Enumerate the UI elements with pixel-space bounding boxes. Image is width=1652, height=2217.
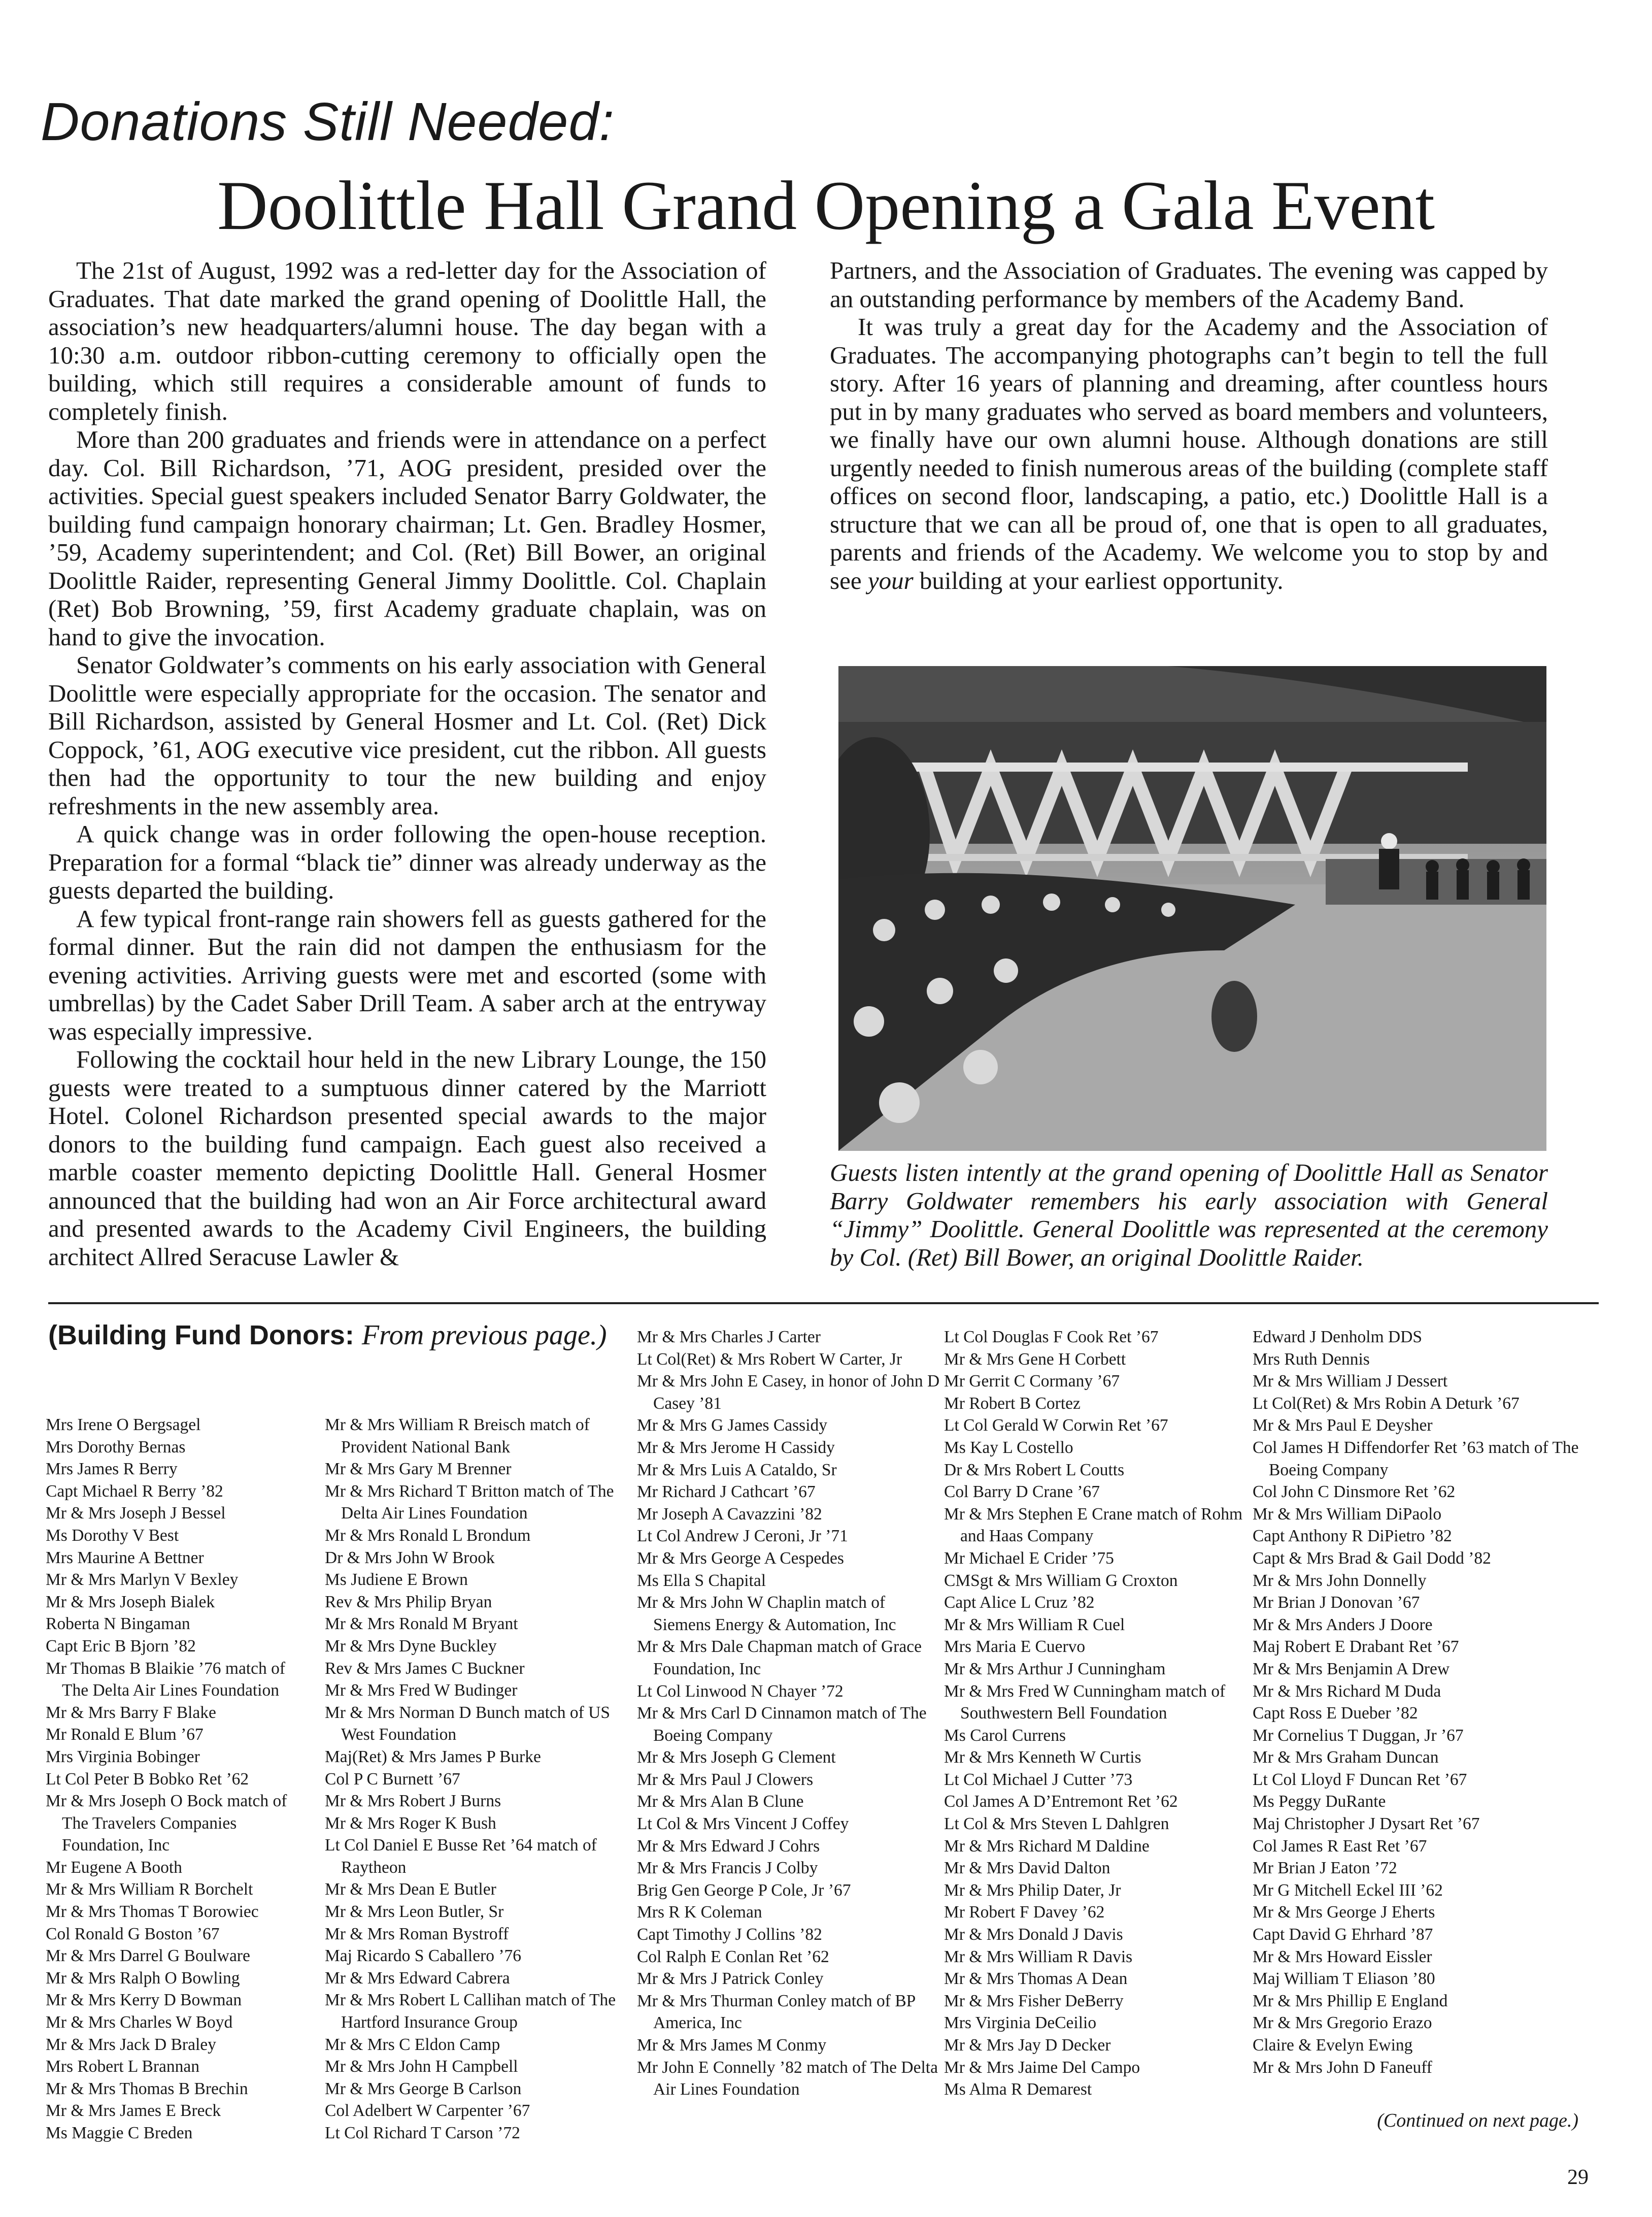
head xyxy=(879,1082,920,1123)
shrub xyxy=(1211,981,1257,1052)
donor-entry: Dr & Mrs John W Brook xyxy=(325,1548,495,1567)
donor-entry: Mr & Mrs Gregorio Erazo xyxy=(1253,2013,1432,2033)
donor-entry: Roberta N Bingaman xyxy=(46,1614,190,1634)
donor-entry: Capt Michael R Berry ’82 xyxy=(46,1481,223,1501)
emphasis-your: your xyxy=(867,566,914,594)
donor-entry: Mr Joseph A Cavazzini ’82 xyxy=(637,1504,822,1524)
donors-heading-italic: From previous page.) xyxy=(361,1319,607,1351)
donor-entry: Mrs Dorothy Bernas xyxy=(46,1437,186,1457)
donor-entry: Mr & Mrs Gene H Corbett xyxy=(944,1349,1126,1369)
donor-entry: Capt Anthony R DiPietro ’82 xyxy=(1253,1527,1452,1546)
donor-entry: Ms Alma R Demarest xyxy=(944,2080,1092,2099)
donor-entry: Mr & Mrs Richard M Duda xyxy=(1253,1681,1441,1701)
donor-list-col-2 xyxy=(325,1414,629,2144)
article-paragraph-closing xyxy=(830,313,1548,594)
donor-list-col-3 xyxy=(637,1326,941,2101)
donor-entry: Mrs James R Berry xyxy=(46,1460,178,1479)
donor-entry: Ms Ella S Chapital xyxy=(637,1571,766,1590)
article-right-column xyxy=(830,256,1548,594)
photo-caption: Guests listen intently at the grand opening of Doolittle Hall as Senator Barry Goldwater remembers his early association with General “Jimmy” Doolittle. General Doolittle was represented at the ceremony by Col. (Ret) Bill Bower, an original Doolittle Raider. xyxy=(830,1159,1548,1271)
donor-entry: Mr & Mrs Joseph J Bessel xyxy=(46,1504,226,1523)
donor-entry: Mr & Mrs Norman D Bunch match of US West Foundation xyxy=(325,1703,610,1744)
person xyxy=(1457,870,1469,900)
donor-entry: Mr & Mrs Alan B Clune xyxy=(637,1792,804,1811)
donor-entry: Mr & Mrs Stephen E Crane match of Rohm and Haas Company xyxy=(944,1504,1243,1546)
page-number: 29 xyxy=(1567,2166,1589,2189)
donor-entry: Ms Judiene E Brown xyxy=(325,1570,468,1590)
donor-entry: Lt Col Gerald W Corwin Ret ’67 xyxy=(944,1416,1168,1435)
donor-entry: Maj Robert E Drabant Ret ’67 xyxy=(1253,1637,1459,1657)
article-paragraph: A few typical front-range rain showers fell as guests gathered for the formal dinner. But the rain did not dampen the enthusiasm for the evening activities. Arriving guests were met and escorted (some with umbrellas) by the Cadet Saber Drill Team. A saber arch at the entryway was especially impressive. xyxy=(48,904,766,1045)
donor-entry: Mr & Mrs Darrel G Boulware xyxy=(46,1946,250,1966)
donor-list-col-5 xyxy=(1253,1326,1588,2078)
donor-entry: Mr & Mrs Ronald M Bryant xyxy=(325,1614,518,1634)
donor-entry: Mr & Mrs Charles J Carter xyxy=(637,1328,821,1346)
donor-entry: Mr Brian J Donovan ’67 xyxy=(1253,1593,1420,1612)
donor-entry: Maj Christopher J Dysart Ret ’67 xyxy=(1253,1814,1480,1834)
head xyxy=(963,1050,998,1084)
donor-entry: Claire & Evelyn Ewing xyxy=(1253,2036,1413,2055)
donor-entry: Mr & Mrs Luis A Cataldo, Sr xyxy=(637,1460,837,1479)
donor-entry: Mr & Mrs Kenneth W Curtis xyxy=(944,1748,1141,1767)
donor-entry: Mr & Mrs Jaime Del Campo xyxy=(944,2058,1140,2077)
donor-entry: Lt Col Linwood N Chayer ’72 xyxy=(637,1681,844,1701)
head xyxy=(873,919,895,941)
donor-entry: Mr & Mrs Joseph G Clement xyxy=(637,1748,836,1767)
donor-entry: Mr & Mrs Dean E Butler xyxy=(325,1880,496,1899)
donor-entry: Maj Ricardo S Caballero ’76 xyxy=(325,1946,522,1966)
donor-entry: Mr & Mrs James E Breck xyxy=(46,2101,221,2121)
donor-entry: Mr & Mrs Dale Chapman match of Grace Foundation, Inc xyxy=(637,1637,922,1678)
donor-entry: Mr & Mrs Graham Duncan xyxy=(1253,1748,1439,1767)
donor-entry: Mr & Mrs Donald J Davis xyxy=(944,1925,1123,1944)
donor-entry: Mr & Mrs Carl D Cinnamon match of The Boeing Company xyxy=(637,1704,927,1745)
article-paragraph: Partners, and the Association of Graduates. The evening was capped by an outstanding performance by members of the Academy Band. xyxy=(830,256,1548,313)
person xyxy=(1518,870,1530,900)
donor-entry: Mrs Virginia DeCeilio xyxy=(944,2013,1097,2033)
truss-top-beam xyxy=(909,763,1468,772)
donor-entry: Ms Peggy DuRante xyxy=(1253,1792,1386,1811)
head xyxy=(925,900,945,920)
donor-entry: Lt Col Lloyd F Duncan Ret ’67 xyxy=(1253,1770,1467,1789)
donor-entry: Mr & Mrs Leon Butler, Sr xyxy=(325,1902,504,1922)
donor-entry: Mr & Mrs William R Breisch match of Provident National Bank xyxy=(325,1415,590,1457)
head xyxy=(1105,897,1120,912)
head xyxy=(854,1006,884,1037)
donor-entry: Mr & Mrs Roman Bystroff xyxy=(325,1924,509,1943)
person xyxy=(1487,860,1500,873)
donor-entry: Mr Gerrit C Cormany ’67 xyxy=(944,1372,1120,1391)
donor-entry: Mr & Mrs John D Faneuff xyxy=(1253,2058,1432,2077)
donor-entry: Mr & Mrs Edward J Cohrs xyxy=(637,1836,820,1856)
donor-entry: Mr & Mrs Thomas B Brechin xyxy=(46,2079,248,2098)
donor-entry: Mr & Mrs John H Campbell xyxy=(325,2057,518,2076)
donor-entry: Mr & Mrs Philip Dater, Jr xyxy=(944,1880,1121,1900)
donor-entry: Maj William T Eliason ’80 xyxy=(1253,1969,1435,1989)
donor-entry: Mr & Mrs Arthur J Cunningham xyxy=(944,1659,1166,1678)
donor-entry: Ms Maggie C Breden xyxy=(46,2124,193,2142)
donor-entry: Mr & Mrs Edward Cabrera xyxy=(325,1968,510,1988)
donor-entry: Col Adelbert W Carpenter ’67 xyxy=(325,2101,530,2121)
donor-entry: Lt Col Richard T Carson ’72 xyxy=(325,2124,520,2142)
donor-entry: Capt Timothy J Collins ’82 xyxy=(637,1925,822,1944)
donor-entry: Col P C Burnett ’67 xyxy=(325,1769,460,1789)
donor-entry: Capt & Mrs Brad & Gail Dodd ’82 xyxy=(1253,1548,1491,1568)
donor-entry: Edward J Denholm DDS xyxy=(1253,1328,1423,1346)
donor-entry: Mrs Maria E Cuervo xyxy=(944,1637,1086,1657)
donor-entry: Mr & Mrs Thomas T Borowiec xyxy=(46,1902,259,1922)
donor-entry: Mr & Mrs Phillip E England xyxy=(1253,1991,1448,2010)
article-paragraph: The 21st of August, 1992 was a red-letter day for the Association of Graduates. That date marked the grand opening of Doolittle Hall, the association’s new headquarters/alumni house. The day began with a 10:30 a.m. outdoor ribbon-cutting ceremony to officially open the building, which still requires a considerable amount of funds to completely finish. xyxy=(48,256,766,425)
donor-entry: Rev & Mrs James C Buckner xyxy=(325,1659,525,1678)
donor-entry: Lt Col Michael J Cutter ’73 xyxy=(944,1770,1133,1789)
donor-entry: Col Ralph E Conlan Ret ’62 xyxy=(637,1947,829,1966)
donor-entry: Mr & Mrs Richard M Daldine xyxy=(944,1836,1150,1856)
donor-entry: Mr Cornelius T Duggan, Jr ’67 xyxy=(1253,1726,1464,1745)
closing-text-end: building at your earliest opportunity. xyxy=(919,566,1284,594)
donor-entry: Capt David G Ehrhard ’87 xyxy=(1253,1925,1433,1944)
donor-entry: Mr & Mrs J Patrick Conley xyxy=(637,1969,824,1989)
donor-entry: Mr & Mrs Gary M Brenner xyxy=(325,1460,512,1479)
donor-entry: Mr & Mrs Dyne Buckley xyxy=(325,1636,497,1656)
donor-entry: Col James R East Ret ’67 xyxy=(1253,1836,1427,1856)
donor-entry: Ms Dorothy V Best xyxy=(46,1526,179,1545)
donor-entry: Mr Robert B Cortez xyxy=(944,1394,1081,1413)
donors-heading xyxy=(48,1319,607,1351)
donor-entry: Lt Col Andrew J Ceroni, Jr ’71 xyxy=(637,1527,848,1546)
donor-entry: Mr & Mrs Thurman Conley match of BP America, Inc xyxy=(637,1991,916,2033)
head xyxy=(994,958,1018,983)
closing-text: It was truly a great day for the Academy and the Association of Graduates. The accompanying photographs can’t begin to tell the full story. After 16 years of planning and dreaming, after countless hours put in by many graduates who served as board members and volunteers, we finally have our own alumni house. Although donations are still urgently needed to finish numerous areas of the building (complete staff offices on second floor, landscaping, a patio, etc.) Doolittle Hall is a structure that we can all be proud of, one that is open to all graduates, parents and friends of the Academy. We welcome you to stop by and see xyxy=(830,313,1548,594)
donor-entry: Mr Michael E Crider ’75 xyxy=(944,1548,1114,1568)
donor-entry: Mr & Mrs William R Davis xyxy=(944,1947,1133,1966)
person xyxy=(1426,872,1438,900)
donor-entry: Mrs Robert L Brannan xyxy=(46,2057,199,2076)
donor-entry: Capt Ross E Dueber ’82 xyxy=(1253,1704,1418,1723)
donor-entry: Mr & Mrs William J Dessert xyxy=(1253,1372,1448,1391)
donor-entry: Mr Robert F Davey ’62 xyxy=(944,1903,1105,1922)
donor-entry: Mr & Mrs David Dalton xyxy=(944,1859,1110,1878)
donor-entry: Mr & Mrs Francis J Colby xyxy=(637,1859,818,1878)
donor-entry: Mr & Mrs Joseph O Bock match of The Travelers Companies Foundation, Inc xyxy=(46,1792,287,1855)
article-left-column xyxy=(48,256,766,1271)
speaker-body xyxy=(1379,849,1399,889)
donor-entry: Mr & Mrs Jerome H Cassidy xyxy=(637,1438,835,1457)
head xyxy=(1161,903,1175,917)
donor-entry: Mr & Mrs Paul E Deysher xyxy=(1253,1416,1433,1435)
donor-entry: Mr & Mrs Benjamin A Drew xyxy=(1253,1659,1450,1678)
donors-heading-bold: (Building Fund Donors: xyxy=(48,1320,354,1350)
donor-entry: Mr & Mrs Richard T Britton match of The Delta Air Lines Foundation xyxy=(325,1481,614,1523)
donor-entry: Mr & Mrs Kerry D Bowman xyxy=(46,1991,242,2010)
donor-entry: Mr & Mrs John W Chaplin match of Siemens Energy & Automation, Inc xyxy=(637,1593,896,1634)
person xyxy=(1426,860,1439,873)
donor-entry: Capt Eric B Bjorn ’82 xyxy=(46,1636,196,1656)
donor-entry: Mr & Mrs Joseph Bialek xyxy=(46,1592,215,1611)
donor-entry: Mr & Mrs Fred W Budinger xyxy=(325,1681,518,1700)
donor-entry: Mr & Mrs G James Cassidy xyxy=(637,1416,828,1435)
donor-entry: Dr & Mrs Robert L Coutts xyxy=(944,1460,1125,1479)
donor-list-col-4 xyxy=(944,1326,1243,2101)
person xyxy=(1487,872,1499,900)
donor-entry: Lt Col & Mrs Steven L Dahlgren xyxy=(944,1814,1169,1834)
donor-entry: Lt Col Peter B Bobko Ret ’62 xyxy=(46,1769,249,1789)
donor-entry: Mr & Mrs Barry F Blake xyxy=(46,1703,216,1722)
donor-entry: Lt Col Douglas F Cook Ret ’67 xyxy=(944,1328,1159,1346)
donor-entry: Brig Gen George P Cole, Jr ’67 xyxy=(637,1880,851,1900)
donor-entry: Mr & Mrs George J Eherts xyxy=(1253,1903,1435,1922)
donor-entry: Lt Col Daniel E Busse Ret ’64 match of Raytheon xyxy=(325,1836,597,1877)
donor-entry: Mr & Mrs Jack D Braley xyxy=(46,2035,216,2054)
donor-entry: Mr G Mitchell Eckel III ’62 xyxy=(1253,1880,1443,1900)
donor-entry: Mr & Mrs Jay D Decker xyxy=(944,2036,1111,2055)
donor-entry: Mr & Mrs Robert L Callihan match of The Hartford Insurance Group xyxy=(325,1991,616,2032)
donor-entry: Col John C Dinsmore Ret ’62 xyxy=(1253,1482,1456,1502)
donor-entry: Mr & Mrs Ronald L Brondum xyxy=(325,1526,531,1545)
donor-entry: Mr & Mrs C Eldon Camp xyxy=(325,2035,500,2054)
donor-entry: Mr & Mrs Thomas A Dean xyxy=(944,1969,1128,1989)
kicker: Donations Still Needed: xyxy=(41,92,615,152)
donor-entry: Capt Alice L Cruz ’82 xyxy=(944,1593,1095,1612)
head xyxy=(982,896,1000,914)
donor-entry: Mrs Irene O Bergsagel xyxy=(46,1415,201,1434)
person xyxy=(1517,858,1530,872)
donor-entry: Lt Col(Ret) & Mrs Robert W Carter, Jr xyxy=(637,1349,902,1369)
donor-entry: Mr & Mrs William R Cuel xyxy=(944,1615,1125,1634)
donor-entry: Mr & Mrs Fisher DeBerry xyxy=(944,1991,1124,2010)
ceremony-photo-illustration xyxy=(838,666,1546,1151)
donor-entry: Lt Col & Mrs Vincent J Coffey xyxy=(637,1814,849,1834)
donor-entry: Maj(Ret) & Mrs James P Burke xyxy=(325,1747,541,1766)
donor-entry: Lt Col(Ret) & Mrs Robin A Deturk ’67 xyxy=(1253,1394,1520,1413)
donor-entry: Mrs Maurine A Bettner xyxy=(46,1548,204,1567)
donor-entry: Rev & Mrs Philip Bryan xyxy=(325,1592,492,1611)
donor-entry: Mr Richard J Cathcart ’67 xyxy=(637,1482,816,1502)
article-paragraph: More than 200 graduates and friends were in attendance on a perfect day. Col. Bill Richardson, ’71, AOG president, presided over the activities. Special guest speakers included Senator Barry Goldwater, the building fund campaign honorary chairman; Lt. Gen. Bradley Hosmer, ’59, Academy superintendent; and Col. (Ret) Bill Bower, an original Doolittle Raider, representing General Jimmy Doolittle. Col. Chaplain (Ret) Bob Browning, ’59, first Academy graduate chaplain, was on hand to give the invocation. xyxy=(48,425,766,651)
donor-entry: Mr Thomas B Blaikie ’76 match of The Delta Air Lines Foundation xyxy=(46,1659,286,1700)
donor-entry: Mr & Mrs John E Casey, in honor of John D Casey ’81 xyxy=(637,1372,940,1413)
donor-entry: Col Ronald G Boston ’67 xyxy=(46,1924,220,1943)
donor-entry: Mr & Mrs Paul J Clowers xyxy=(637,1770,814,1789)
donor-entry: Mr & Mrs Robert J Burns xyxy=(325,1792,501,1811)
article-paragraph: Senator Goldwater’s comments on his early association with General Doolittle were especially appropriate for the occasion. The senator and Bill Richardson, assisted by General Hosmer and Lt. Col. (Ret) Dick Coppock, ’61, AOG executive vice president, cut the ribbon. All guests then had the opportunity to tour the new building and enjoy refreshments in the new assembly area. xyxy=(48,651,766,820)
donor-entry: Mr & Mrs George B Carlson xyxy=(325,2079,522,2098)
donor-entry: Mr & Mrs John Donnelly xyxy=(1253,1571,1427,1590)
donor-entry: Mr & Mrs Fred W Cunningham match of Southwestern Bell Foundation xyxy=(944,1681,1226,1723)
donor-entry: Ms Carol Currens xyxy=(944,1726,1066,1745)
donor-entry: Mrs R K Coleman xyxy=(637,1903,762,1922)
donor-entry: Mr & Mrs Ralph O Bowling xyxy=(46,1968,240,1988)
donor-entry: CMSgt & Mrs William G Croxton xyxy=(944,1571,1178,1590)
donor-entry: Mr & Mrs William DiPaolo xyxy=(1253,1504,1442,1524)
donor-entry: Mr & Mrs Roger K Bush xyxy=(325,1813,496,1833)
article-paragraph: A quick change was in order following the open-house reception. Preparation for a formal “black tie” dinner was already underway as the guests departed the building. xyxy=(48,820,766,904)
donor-entry: Mr Eugene A Booth xyxy=(46,1858,182,1877)
donor-entry: Mr & Mrs James M Conmy xyxy=(637,2036,827,2055)
donor-entry: Col Barry D Crane ’67 xyxy=(944,1482,1100,1502)
donor-entry: Mr & Mrs Marlyn V Bexley xyxy=(46,1570,239,1590)
donor-entry: Mr & Mrs Howard Eissler xyxy=(1253,1947,1432,1966)
donor-entry: Col James H Diffendorfer Ret ’63 match of The Boeing Company xyxy=(1253,1438,1579,1479)
donor-entry: Mr & Mrs Anders J Doore xyxy=(1253,1615,1433,1634)
article-paragraph: Following the cocktail hour held in the new Library Lounge, the 150 guests were treated to a sumptuous dinner catered by the Marriott Hotel. Colonel Richardson presented special awards to the major donors to the building fund campaign. Each guest also received a marble coaster memento depicting Doolittle Hall. General Hosmer announced that the building had won an Air Force architectural award and presented awards to the Academy Civil Engineers, the building architect Allred Seracuse Lawler & xyxy=(48,1045,766,1271)
ceremony-photo xyxy=(838,666,1546,1151)
donor-entry: Mr & Mrs George A Cespedes xyxy=(637,1548,844,1568)
head xyxy=(1043,894,1060,911)
donor-entry: Mrs Virginia Bobinger xyxy=(46,1747,200,1766)
donor-entry: Col James A D’Entremont Ret ’62 xyxy=(944,1792,1178,1811)
continued-note: (Continued on next page.) xyxy=(1377,2110,1578,2131)
person xyxy=(1456,858,1469,872)
donor-entry: Mr & Mrs Charles W Boyd xyxy=(46,2013,233,2032)
head xyxy=(927,978,953,1004)
donor-entry: Mr Ronald E Blum ’67 xyxy=(46,1725,204,1744)
donor-list-col-1 xyxy=(46,1414,310,2144)
donor-entry: Mr & Mrs William R Borchelt xyxy=(46,1880,253,1899)
donor-entry: Mrs Ruth Dennis xyxy=(1253,1349,1370,1369)
section-divider xyxy=(48,1302,1599,1304)
donor-entry: Mr John E Connelly ’82 match of The Delta Air Lines Foundation xyxy=(637,2058,938,2099)
speaker-head xyxy=(1381,833,1397,849)
donor-entry: Ms Kay L Costello xyxy=(944,1438,1073,1457)
headline: Doolittle Hall Grand Opening a Gala Event xyxy=(217,167,1435,244)
donor-entry: Mr Brian J Eaton ’72 xyxy=(1253,1859,1397,1878)
